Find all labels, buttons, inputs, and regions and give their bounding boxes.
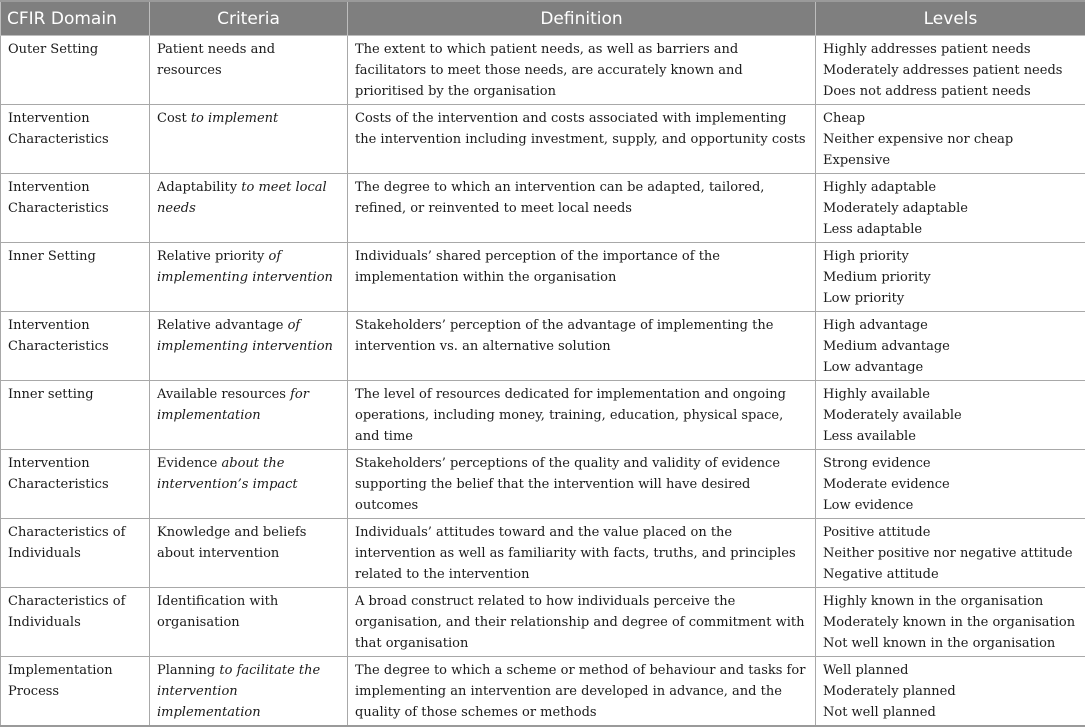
- level-item: Moderately planned: [823, 681, 1078, 702]
- cell-criteria: [150, 174, 348, 243]
- cell-criteria: [150, 243, 348, 312]
- level-item: Highly available: [823, 384, 1078, 405]
- level-item: Less adaptable: [823, 219, 1078, 240]
- level-item: High advantage: [823, 315, 1078, 336]
- cell-criteria: [150, 450, 348, 519]
- cell-cfir-domain: Implementation Process: [1, 657, 150, 727]
- cell-levels: [816, 519, 1085, 588]
- table-row: [1, 381, 1085, 450]
- table-header: [1, 1, 1085, 36]
- criteria-italic-text: to meet local needs: [157, 180, 327, 216]
- header-definition: Definition: [348, 1, 816, 36]
- table-row: [1, 312, 1085, 381]
- level-item: Cheap: [823, 108, 1078, 129]
- criteria-italic-text: of implementing intervention: [157, 318, 333, 354]
- criteria-text: Adaptability: [157, 180, 241, 195]
- criteria-text: Relative priority: [157, 249, 269, 264]
- cell-levels: [816, 450, 1085, 519]
- level-item: Does not address patient needs: [823, 81, 1078, 102]
- cell-levels: [816, 588, 1085, 657]
- cell-levels: [816, 243, 1085, 312]
- criteria-italic-text: to implement: [191, 111, 278, 126]
- cell-criteria: [150, 36, 348, 105]
- cell-definition: The degree to which a scheme or method of behaviour and tasks for implementing an intervention are developed in advance, and the quality of those schemes or methods: [348, 657, 816, 727]
- cell-definition: Stakeholders’ perception of the advantage of implementing the intervention vs. an alternative solution: [348, 312, 816, 381]
- table-row: [1, 519, 1085, 588]
- level-item: Neither expensive nor cheap: [823, 129, 1078, 150]
- level-item: Strong evidence: [823, 453, 1078, 474]
- level-item: Highly addresses patient needs: [823, 39, 1078, 60]
- level-item: Low evidence: [823, 495, 1078, 516]
- level-item: Moderate evidence: [823, 474, 1078, 495]
- level-item: Highly known in the organisation: [823, 591, 1078, 612]
- cell-cfir-domain: Intervention Characteristics: [1, 174, 150, 243]
- level-item: Highly adaptable: [823, 177, 1078, 198]
- criteria-text: Identification with organisation: [157, 594, 278, 630]
- level-item: Positive attitude: [823, 522, 1078, 543]
- criteria-text: Planning: [157, 663, 219, 678]
- cell-definition: Stakeholders’ perceptions of the quality and validity of evidence supporting the belief that the intervention will have desired outcomes: [348, 450, 816, 519]
- cell-criteria: [150, 519, 348, 588]
- table-row: [1, 588, 1085, 657]
- table-row: [1, 105, 1085, 174]
- level-item: Not well planned: [823, 702, 1078, 723]
- cell-definition: Individuals’ shared perception of the importance of the implementation within the organisation: [348, 243, 816, 312]
- level-item: Well planned: [823, 660, 1078, 681]
- cell-levels: [816, 381, 1085, 450]
- level-item: Expensive: [823, 150, 1078, 171]
- level-item: Negative attitude: [823, 564, 1078, 585]
- cell-cfir-domain: Inner setting: [1, 381, 150, 450]
- cell-levels: [816, 105, 1085, 174]
- cell-cfir-domain: Intervention Characteristics: [1, 105, 150, 174]
- level-item: Not well known in the organisation: [823, 633, 1078, 654]
- level-item: Moderately available: [823, 405, 1078, 426]
- criteria-text: Relative advantage: [157, 318, 288, 333]
- cell-definition: The degree to which an intervention can be adapted, tailored, refined, or reinvented to meet local needs: [348, 174, 816, 243]
- level-item: Neither positive nor negative attitude: [823, 543, 1078, 564]
- cell-cfir-domain: Inner Setting: [1, 243, 150, 312]
- cell-cfir-domain: Intervention Characteristics: [1, 312, 150, 381]
- table-row: [1, 36, 1085, 105]
- cell-criteria: [150, 588, 348, 657]
- level-item: Medium advantage: [823, 336, 1078, 357]
- criteria-italic-text: to facilitate the intervention implementation: [157, 663, 320, 720]
- level-item: Moderately known in the organisation: [823, 612, 1078, 633]
- level-item: High priority: [823, 246, 1078, 267]
- criteria-text: Evidence: [157, 456, 222, 471]
- cell-definition: Costs of the intervention and costs associated with implementing the intervention including investment, supply, and opportunity costs: [348, 105, 816, 174]
- level-item: Less available: [823, 426, 1078, 447]
- criteria-text: Patient needs and resources: [157, 42, 275, 78]
- cell-criteria: [150, 312, 348, 381]
- level-item: Moderately addresses patient needs: [823, 60, 1078, 81]
- table-row: [1, 174, 1085, 243]
- cell-levels: [816, 36, 1085, 105]
- criteria-text: Cost: [157, 111, 191, 126]
- cell-definition: The extent to which patient needs, as well as barriers and facilitators to meet those needs, are accurately known and prioritised by the organisation: [348, 36, 816, 105]
- header-cfir-domain: CFIR Domain: [1, 1, 150, 36]
- header-row: [1, 1, 1085, 36]
- level-item: Moderately adaptable: [823, 198, 1078, 219]
- cell-criteria: [150, 105, 348, 174]
- cell-cfir-domain: Intervention Characteristics: [1, 450, 150, 519]
- cell-levels: [816, 312, 1085, 381]
- criteria-italic-text: of implementing intervention: [157, 249, 333, 285]
- level-item: Medium priority: [823, 267, 1078, 288]
- header-levels: Levels: [816, 1, 1085, 36]
- criteria-text: Available resources: [157, 387, 290, 402]
- table-body: [1, 36, 1085, 727]
- criteria-italic-text: for implementation: [157, 387, 309, 423]
- header-criteria: Criteria: [150, 1, 348, 36]
- cell-cfir-domain: Characteristics of Individuals: [1, 588, 150, 657]
- table-row: [1, 450, 1085, 519]
- cell-levels: [816, 174, 1085, 243]
- cell-definition: A broad construct related to how individuals perceive the organisation, and their relationship and degree of commitment with that organisation: [348, 588, 816, 657]
- cell-definition: The level of resources dedicated for implementation and ongoing operations, including money, training, education, physical space, and time: [348, 381, 816, 450]
- cell-cfir-domain: Characteristics of Individuals: [1, 519, 150, 588]
- level-item: Low priority: [823, 288, 1078, 309]
- cell-cfir-domain: Outer Setting: [1, 36, 150, 105]
- table-row: [1, 243, 1085, 312]
- level-item: Low advantage: [823, 357, 1078, 378]
- criteria-text: Knowledge and beliefs about intervention: [157, 525, 306, 561]
- cell-definition: Individuals’ attitudes toward and the value placed on the intervention as well as familiarity with facts, truths, and principles related to the intervention: [348, 519, 816, 588]
- criteria-italic-text: about the intervention’s impact: [157, 456, 298, 492]
- cell-criteria: [150, 381, 348, 450]
